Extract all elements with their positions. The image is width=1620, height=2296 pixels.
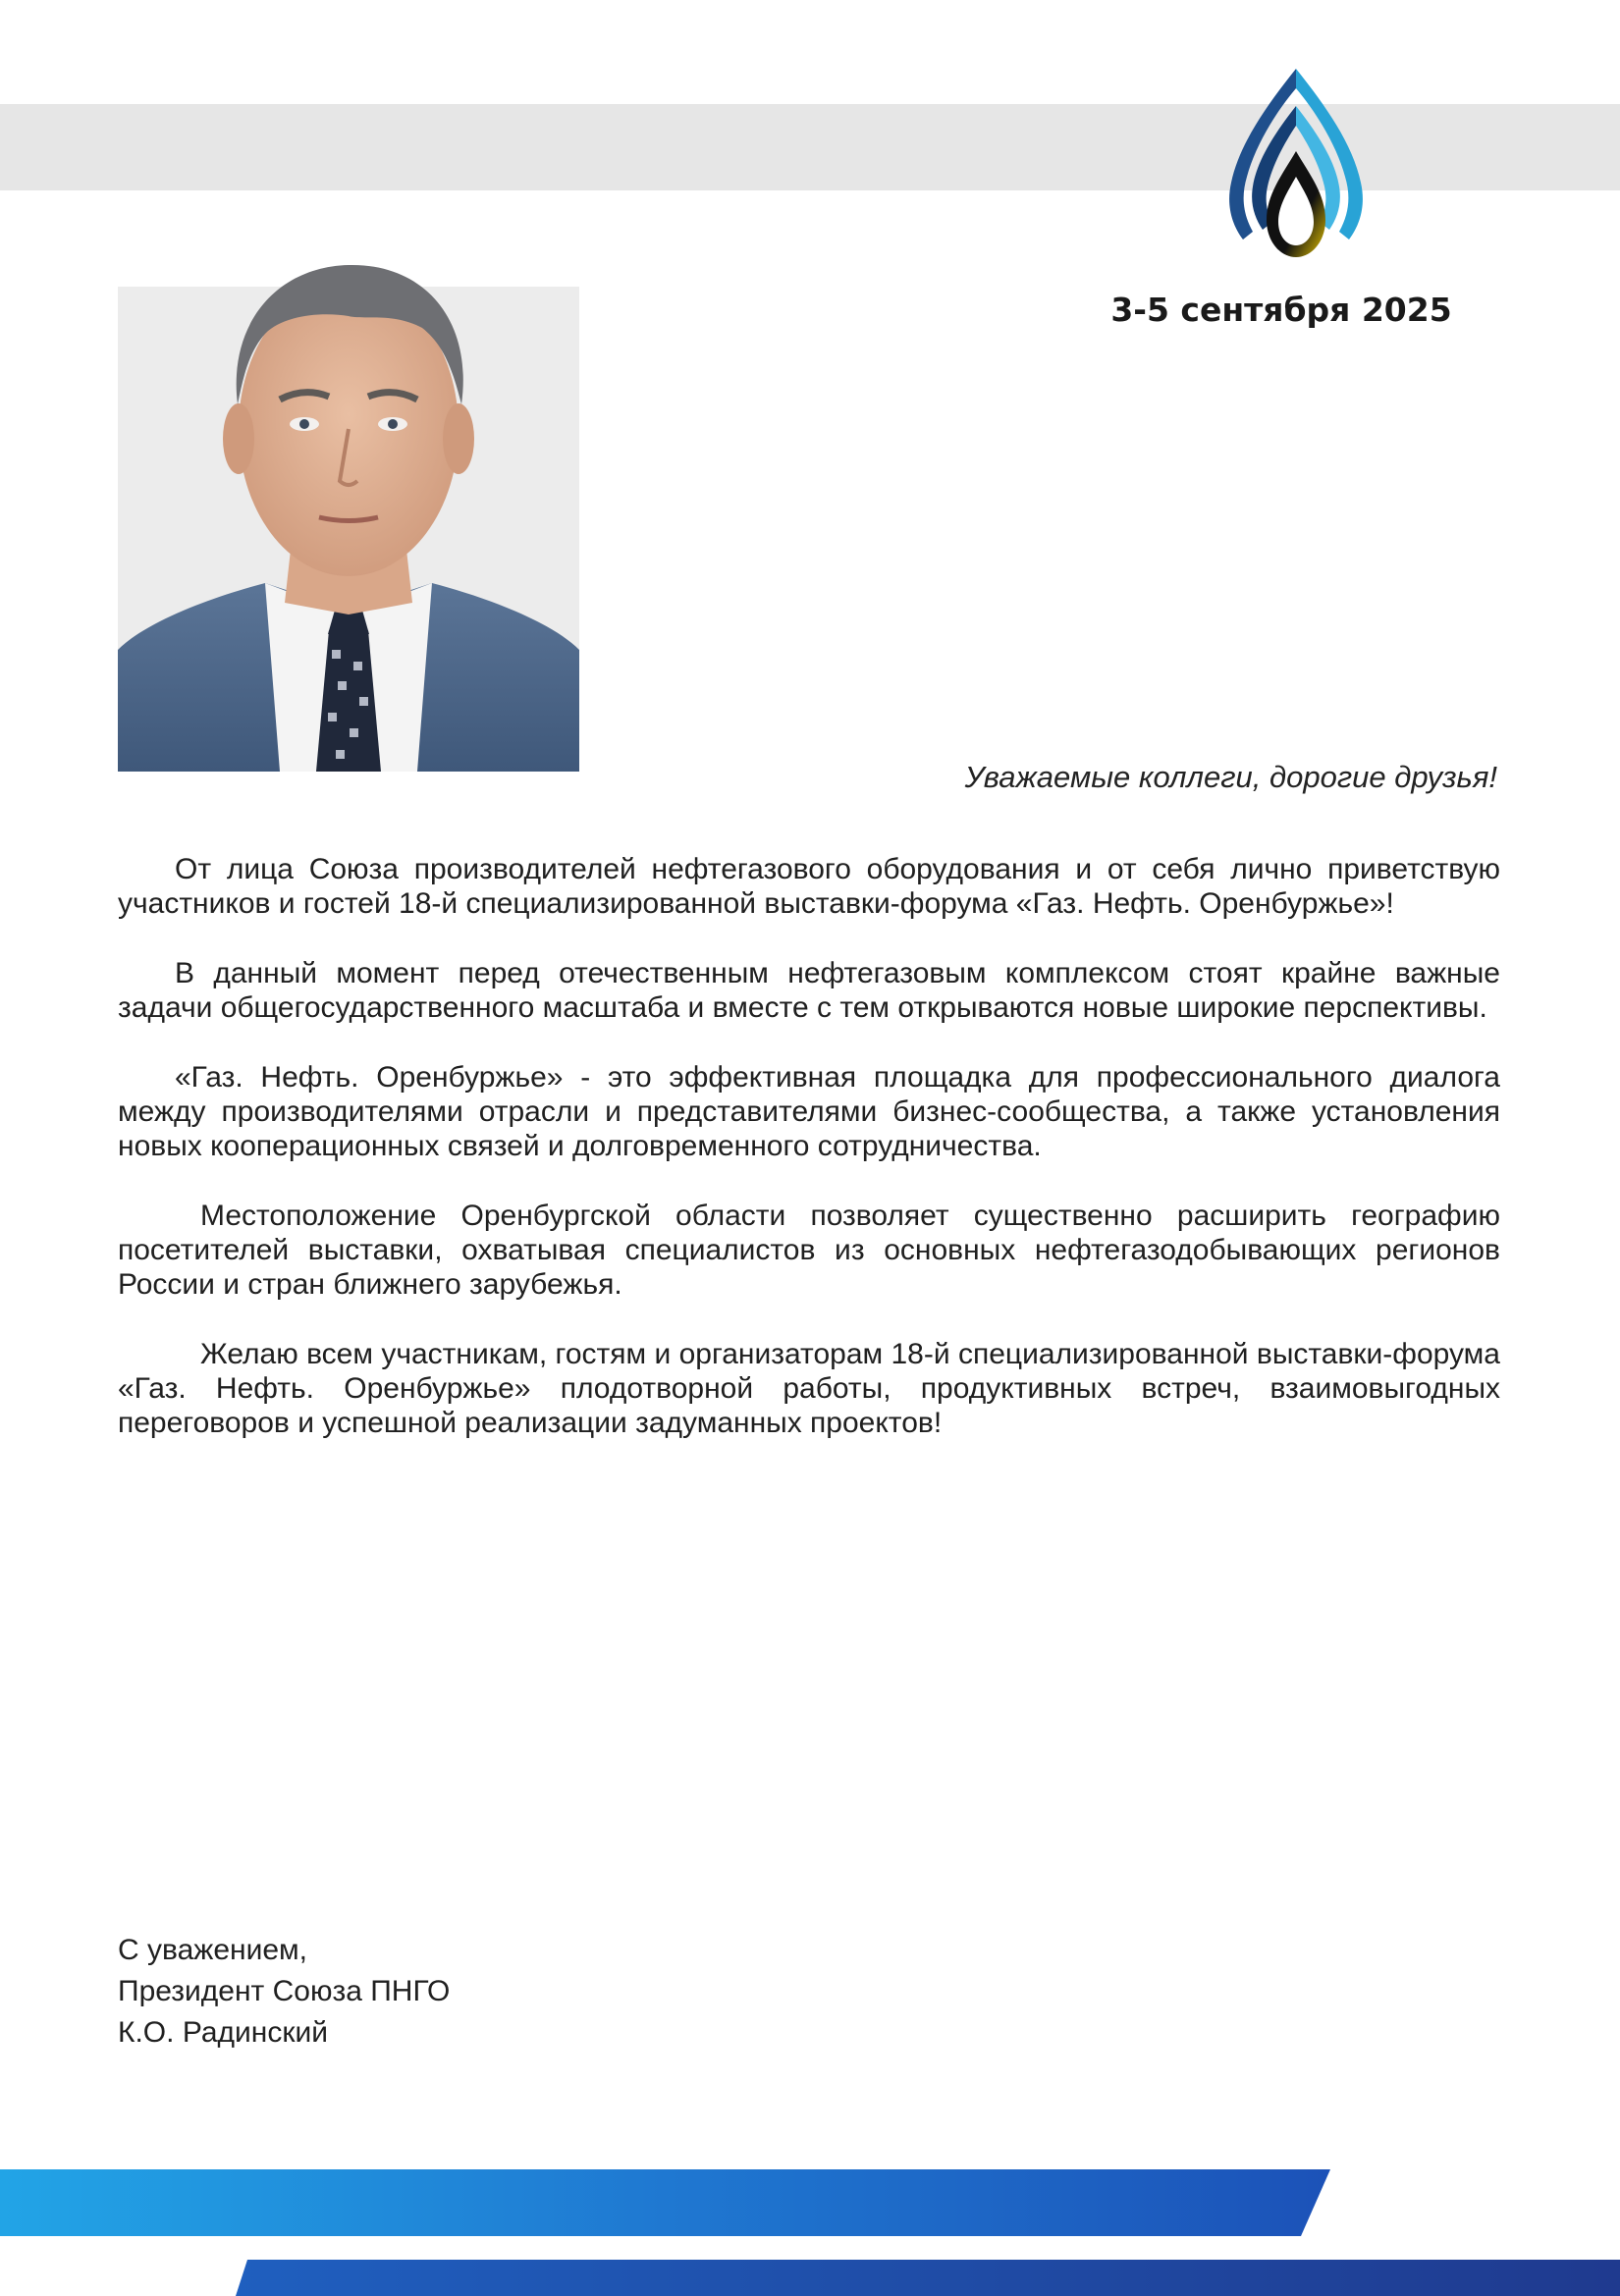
portrait-photo — [118, 218, 579, 772]
letter-paragraph: Местоположение Оренбургской области позволяет существенно расширить географию посетителей выставки, охватывая специалистов из основных нефтегазодобывающих регионов России и стран ближнего зарубежья. — [118, 1200, 1500, 1301]
letter-paragraph: «Газ. Нефть. Оренбуржье» - это эффективная площадка для профессионального диалога между производителями отрасли и представителями бизнес-сообщества, а также установления новых кооперационных связей и долговременного сотрудничества. — [118, 1061, 1500, 1162]
signature-title: Президент Союза ПНГО — [118, 1975, 451, 2007]
footer-stripes — [0, 2169, 1620, 2296]
oil-drop-flame-logo-icon — [1217, 67, 1375, 285]
signature-closing: С уважением, — [118, 1934, 308, 1966]
signature-name: К.О. Радинский — [118, 2016, 328, 2049]
signature-block — [118, 1930, 450, 2054]
letter-greeting: Уважаемые коллеги, дорогие друзья! — [964, 760, 1497, 794]
letter-paragraph: От лица Союза производителей нефтегазового оборудования и от себя лично приветствую участников и гостей 18-й специализированной выставки-форума «Газ. Нефть. Оренбуржье»! — [118, 853, 1500, 920]
letter-paragraph: В данный момент перед отечественным нефтегазовым комплексом стоят крайне важные задачи общегосударственного масштаба и вместе с тем открываются новые широкие перспективы. — [118, 957, 1500, 1024]
letter-body — [118, 852, 1500, 1475]
letter-paragraph: Желаю всем участникам, гостям и организаторам 18-й специализированной выставки-форума «Газ. Нефть. Оренбуржье» плодотворной работы, продуктивных встреч, взаимовыгодных переговоров и успешной реализации задуманных проектов! — [118, 1338, 1500, 1439]
event-date: 3-5 сентября 2025 — [1110, 291, 1452, 329]
header-band — [0, 104, 1620, 190]
